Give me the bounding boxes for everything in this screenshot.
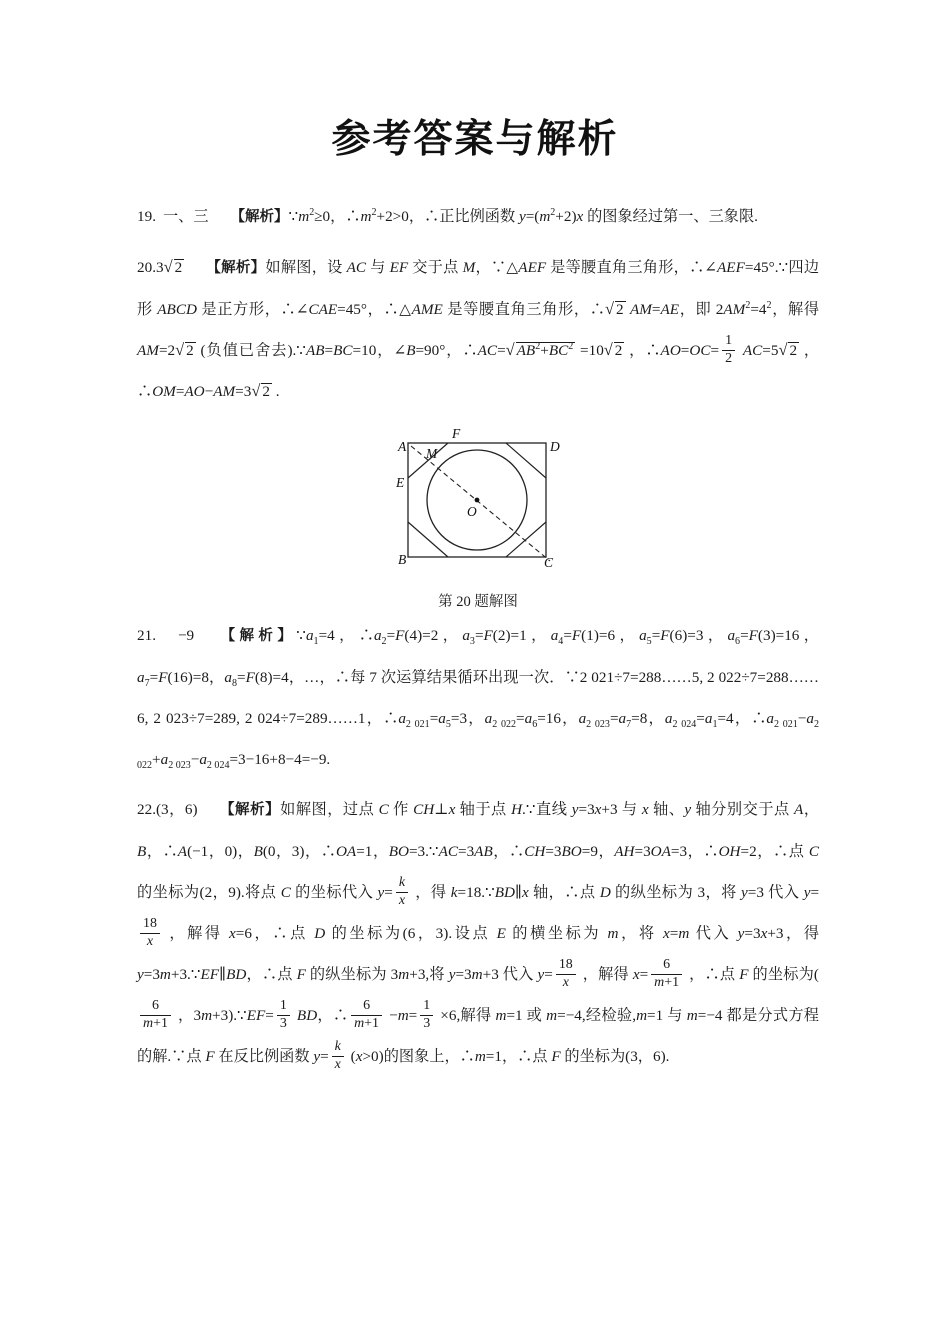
solution-22-answer: (3，6) [155, 801, 198, 818]
label-a: A [398, 439, 407, 454]
solution-19-number: 19. [137, 208, 156, 225]
label-f: F [452, 426, 461, 441]
solution-22-label: 【解析】 [219, 802, 281, 818]
solution-22-number: 22. [137, 801, 156, 818]
page-title: 参考答案与解析 [331, 117, 619, 162]
chord-bottom-left [408, 522, 448, 557]
label-c: C [544, 555, 554, 570]
solution-19: 19. 一、三 【解析】$\because m^2\ge 0$，$\therefore m^2+2>0$，∴正比例函数 $y=(m^2+2)x$ 的图象经过第一、三象限. [137, 206, 758, 225]
solution-20-answer: 3 √ 2 [156, 259, 184, 276]
solution-20: 20.3 √ 2 【解析】如解图，设 AC 与 EF 交于点 M，∵△AEF 是等腰直角三角形，∴∠AEF=45°.∵四边形 ABCD 是正方形，∴∠CAE=45°，∴△AME 是等腰直角三角形，∴ √ 2 AM=AE，即 $2AM^2=4^2$，解得 AM=2 √ 2 (负值已舍去).∵AB=BC=10，∠B=90°，∴AC= √ $AB^2+BC^2 =10$ √ 2 ，∴AO=OC= $\frac{1}{2}$ AC=5 √ 2 ，∴OM=AO−AM=3 √ 2 . [137, 247, 819, 412]
center-point-o [475, 498, 480, 503]
figure-20-wrapper [137, 421, 819, 611]
label-b: B [398, 552, 407, 567]
solution-21: 21. −9 【解析】$\because a_1=4$，$\therefore a_2=F(4)=2$，$a_3=F(2)=1$，$a_4=F(1)=6$，$a_5=F(6)=3$，$a_6=F(3)=16$，$a_7=F(16)=8$，$a_8=F(8)=4$，…，∴每 7 次运算结果循环出现一次．∵2 021÷7=288……5, 2 022÷7=288……6, 2 023÷7=289, 2 024÷7=289……1，$\therefore a_{2 021}=a_5=3$，$a_{2 022}=a_6=16$，$a_{2 023}=a_7=8$，$a_{2 024}=a_1=4$，$\therefore a_{2 021}-a_{2 022}+a_{2 023}-a_{2 024}=3-16+8-4=-9$. [137, 627, 819, 772]
label-m: M [426, 446, 438, 461]
solution-21-number: 21. [137, 627, 156, 644]
solution-20-number: 20. [137, 259, 156, 276]
label-e: E [396, 475, 405, 490]
figure-20-square-circle-diagram [378, 421, 578, 581]
label-o: O [467, 504, 477, 519]
chord-bottom-right [506, 522, 546, 557]
solutions-container [137, 196, 819, 1086]
solution-20-label: 【解析】 [206, 260, 266, 276]
solution-19-answer: 一、三 [162, 208, 209, 225]
solution-19-label: 【解析】 [230, 209, 289, 225]
solution-22: 22.(3，6) 【解析】如解图，过点 C 作 CH⊥x 轴于点 H.∵直线 y=3x+3 与 x 轴、y 轴分别交于点 A，B，∴A(−1，0)，B(0，3)，∴OA=1，BO=3.∵AC=3AB，∴CH=3BO=9，AH=3OA=3，∴OH=2，∴点 C 的坐标为(2，9).将点 C 的坐标代入 y= $\frac{k}{x}$ ，得 k=18.∵BD∥x 轴，∴点 D 的纵坐标为 3，将 y=3 代入 y= $\frac{18}{x}$ ，解得 x=6，∴点 D 的坐标为(6，3).设点 E 的横坐标为 m，将 x=m 代入 y=3x+3，得 y=3m+3.∵EF∥BD，∴点 F 的纵坐标为 3m+3,将 y=3m+3 代入 y= $\frac{18}{x}$ ，解得 x= $\frac{6}{m+1}$ ，∴点 F 的坐标为( $\frac{6}{m+1}$ ，3m+3).∵EF= $\frac{1}{3}$ BD，∴ $\frac{6}{m+1}$ −m= $\frac{1}{3}$ ×6,解得 m=1 或 m=−4,经检验,m=1 与 m=−4 都是分式方程的解.∵点 F 在反比例函数 y= $\frac{k}{x}$ (x>0)的图象上，∴m=1，∴点 F 的坐标为(3，6). [137, 801, 820, 1073]
solution-21-answer: −9 [177, 627, 195, 644]
label-d: D [550, 439, 560, 454]
solution-21-label: 【解析】 [216, 628, 297, 644]
chord-top-right [506, 443, 546, 478]
figure-20-caption: 第 20 题解图 [438, 594, 518, 610]
